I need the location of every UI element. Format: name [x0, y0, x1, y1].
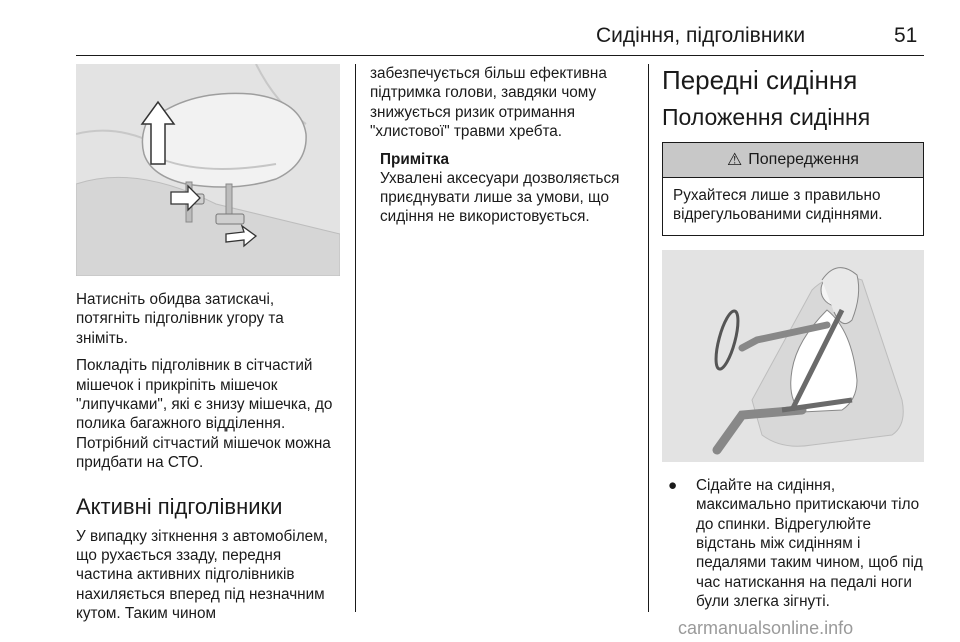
seated-driver-drawing — [662, 250, 924, 462]
column-middle — [370, 64, 632, 235]
paragraph: забезпечується більш ефективна підтримка голови, завдяки чому знижується ризик отримання "хлистової" травми хребта. — [370, 65, 607, 141]
section-title: Сидіння, підголівники — [596, 24, 806, 47]
warning-box — [662, 142, 924, 236]
header-rule — [76, 55, 924, 56]
headrest-removal-drawing — [76, 64, 340, 276]
warning-text: Рухайтеся лише з правильно відрегульованими сидіннями. — [673, 187, 883, 224]
subheading: Положення сидіння — [662, 104, 871, 130]
figure-caption: Натисніть обидва затискачі, потягніть підголівник угору та зніміть. — [76, 291, 284, 347]
column-left — [76, 64, 340, 632]
warning-title: Попередження — [748, 151, 859, 168]
page-heading: Передні сидіння — [662, 65, 858, 95]
list-item — [662, 476, 924, 612]
column-divider — [648, 64, 649, 612]
paragraph: Покладіть підголівник в сітчастий мішечок і прикріпіть мішечок "липучками", які є знизу мішечка, до полика багажного відділення. Потрібний сітчастий мішечок можна придбати на СТО. — [76, 357, 333, 472]
warning-triangle-icon: ⚠ — [727, 150, 743, 169]
note-text: Ухвалені аксесуари дозволяється приєднувати лише за умови, що сидіння не використовується. — [380, 169, 620, 226]
bullet-icon: ● — [668, 476, 678, 494]
note-block — [380, 150, 632, 227]
headrest-illustration — [76, 64, 340, 276]
column-right — [662, 64, 924, 612]
paragraph: У випадку зіткнення з автомобілем, що рухається ззаду, передня частина активних підголівників нахиляється вперед під незначним кутом. Таким чином — [76, 527, 328, 623]
watermark: carmanualsonline.info — [678, 618, 854, 638]
warning-header — [663, 143, 923, 178]
page-number: 51 — [894, 24, 918, 47]
column-divider — [355, 64, 356, 612]
seat-position-illustration — [662, 250, 924, 462]
bullet-text: Сідайте на сидіння, максимально притискаючи тіло до спинки. Відрегулюйте відстань між сидінням і педалями таким чином, щоб під час натискання на педалі ноги були злегка зігнуті. — [696, 476, 923, 611]
section-heading: Активні підголівники — [76, 493, 283, 519]
note-title: Примітка — [380, 150, 449, 168]
